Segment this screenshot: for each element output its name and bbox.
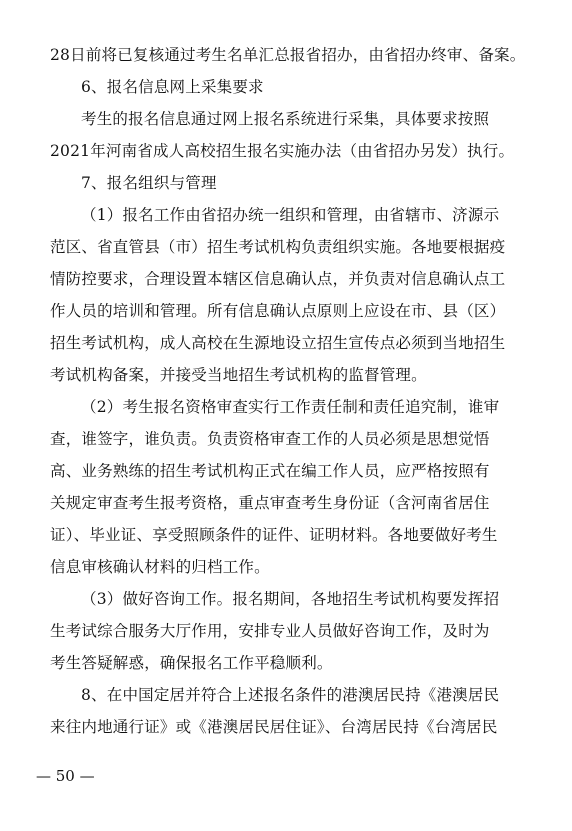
text-line: （2）考生报名资格审查实行工作责任制和责任追究制，谁审 [81, 398, 500, 416]
text-line: 8、在中国定居并符合上述报名条件的港澳居民持《港澳居民 [81, 686, 500, 704]
text-line: 范区、省直管县（市）招生考试机构负责组织实施。各地要根据疫 [50, 238, 506, 256]
section-heading: 6、报名信息网上采集要求 [81, 78, 264, 96]
page-number: — 50 — [36, 767, 95, 785]
text-line: 考试机构备案，并接受当地招生考试机构的监督管理。 [50, 366, 427, 384]
text-line: （3）做好咨询工作。报名期间，各地招生考试机构要发挥招 [81, 590, 500, 608]
text-line: 情防控要求，合理设置本辖区信息确认点，并负责对信息确认点工 [50, 270, 506, 288]
text-line: （1）报名工作由省招办统一组织和管理，由省辖市、济源示 [81, 206, 500, 224]
text-line: 考生的报名信息通过网上报名系统进行采集，具体要求按照 [81, 110, 490, 128]
text-line: 作人员的培训和管理。所有信息确认点原则上应设在市、县（区） [50, 302, 506, 320]
text-line: 生考试综合服务大厅作用，安排专业人员做好咨询工作，及时为 [50, 622, 490, 640]
text-line: 来往内地通行证》或《港澳居民居住证》、台湾居民持《台湾居民 [50, 718, 498, 736]
text-line: 信息审核确认材料的归档工作。 [50, 558, 270, 576]
text-line: 2021年河南省成人高校招生报名实施办法（由省招办另发）执行。 [50, 142, 515, 160]
text-line: 证）、毕业证、享受照顾条件的证件、证明材料。各地要做好考生 [50, 526, 498, 544]
text-line: 查，谁签字，谁负责。负责资格审查工作的人员必须是思想觉悟 [50, 430, 490, 448]
text-line: 招生考试机构，成人高校在生源地设立招生宣传点必须到当地招生 [50, 334, 506, 352]
text-line: 高、业务熟练的招生考试机构正式在编工作人员，应严格按照有 [50, 462, 490, 480]
text-line: 考生答疑解惑，确保报名工作平稳顺利。 [50, 654, 333, 672]
text-line: 关规定审查考生报考资格，重点审查考生身份证（含河南省居住 [50, 494, 490, 512]
text-line: 28日前将已复核通过考生名单汇总报省招办，由省招办终审、备案。 [50, 46, 526, 64]
section-heading: 7、报名组织与管理 [81, 174, 217, 192]
